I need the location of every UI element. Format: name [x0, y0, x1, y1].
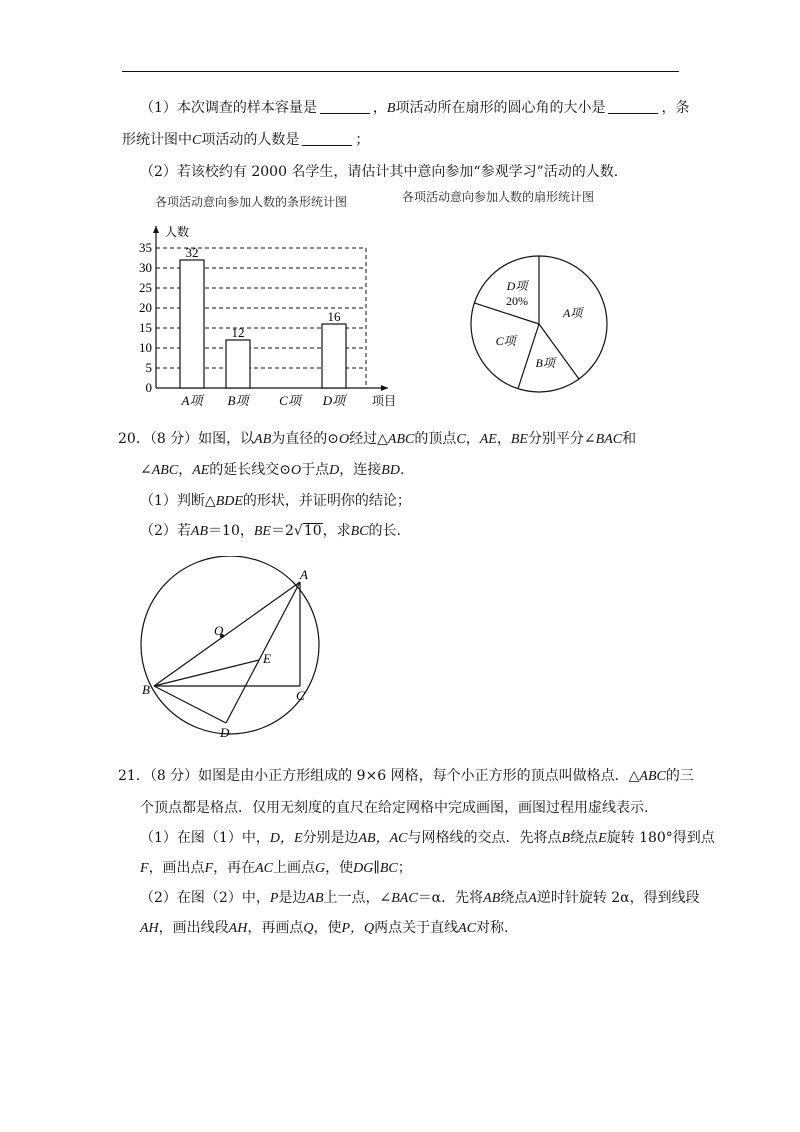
bar — [226, 340, 250, 388]
answer-blank-sample-size[interactable] — [320, 100, 370, 114]
pie-slice-label: D项 — [506, 279, 528, 294]
segment-be — [154, 660, 259, 686]
answer-blank-angle[interactable] — [608, 100, 658, 114]
x-category-label: D项 — [322, 393, 346, 408]
q20-line2: ∠ABC，AE的延长线交⊙O于点D，连接BD. — [140, 462, 405, 478]
bar — [180, 260, 204, 388]
q20-line1: 20．（8 分）如图，以AB为直径的⊙O经过△ABC的顶点C，AE，BE分别平分∠BAC和 — [118, 431, 637, 447]
pie-slice-label: B项 — [535, 355, 555, 370]
x-category-label: C项 — [279, 393, 301, 408]
y-tick-label: 0 — [145, 380, 152, 395]
y-tick-label: 25 — [139, 280, 152, 295]
y-tick-label: 10 — [139, 340, 152, 355]
q20-part2: （2）若AB＝10，BE＝2√10，求BC的长. — [140, 523, 401, 539]
bar-chart-caption: 各项活动意向参加人数的条形统计图 — [155, 195, 348, 209]
bar-data-label: 12 — [231, 325, 245, 340]
segment-bd — [154, 686, 226, 723]
q21-part1-line1: （1）在图（1）中，D，E分别是边AB，AC与网格线的交点．先将点B绕点E旋转 180°得到点 — [140, 830, 715, 846]
circle-o — [141, 556, 319, 734]
q19-part2: （2）若该校约有 2000 名学生，请估计其中意向参加“参观学习”活动的人数. — [140, 164, 619, 180]
y-axis-arrow — [153, 226, 159, 233]
label-e: E — [263, 651, 271, 666]
y-tick-label: 5 — [145, 360, 152, 375]
q21-part2-line2: AH，画出线段AH，再画点Q，使P，Q两点关于直线AC对称. — [140, 920, 509, 936]
pie-chart — [460, 244, 620, 404]
x-category-label: B项 — [227, 393, 249, 408]
bar-chart — [130, 220, 410, 420]
x-category-label: A项 — [181, 393, 203, 408]
bar — [322, 324, 346, 388]
pie-chart-caption: 各项活动意向参加人数的扇形统计图 — [402, 190, 595, 204]
y-axis-title: 人数 — [165, 225, 190, 239]
pie-slice-label: 20% — [506, 294, 529, 309]
y-tick-label: 20 — [139, 300, 152, 315]
segment-ab — [154, 582, 300, 686]
bar-data-label: 16 — [327, 309, 341, 324]
header-rule — [122, 71, 679, 72]
pie-slice-label: A项 — [562, 306, 583, 321]
q21-part1-line2: F，画出点F，再在AC上画点G，使DG∥BC； — [140, 860, 412, 876]
q19-part1-line2: 形统计图中C项活动的人数是 ； — [122, 132, 370, 148]
label-d: D — [220, 725, 230, 740]
label-b: B — [142, 682, 150, 697]
x-axis-title: 项目 — [372, 394, 397, 408]
answer-blank-c-count[interactable] — [302, 132, 352, 146]
pie-slice-label: C项 — [495, 333, 516, 348]
y-tick-label: 15 — [139, 320, 152, 335]
x-axis-arrow — [381, 385, 388, 391]
label-c: C — [296, 688, 305, 703]
label-o: O — [214, 623, 224, 638]
label-a: A — [300, 567, 308, 582]
circle-geometry-figure — [132, 556, 332, 746]
q20-part1: （1）判断△BDE的形状，并证明你的结论； — [140, 493, 411, 509]
q21-line1: 21．（8 分）如图是由小正方形组成的 9×6 网格，每个小正方形的顶点叫做格点．△ABC的三 — [118, 768, 694, 784]
q19-part1-line1: （1）本次调查的样本容量是 ，B项活动所在扇形的圆心角的大小是 ，条 — [140, 100, 690, 116]
y-tick-label: 30 — [139, 260, 152, 275]
y-tick-label: 35 — [139, 240, 152, 255]
q21-line2: 个顶点都是格点．仅用无刻度的直尺在给定网格中完成画图，画图过程用虚线表示. — [140, 800, 649, 816]
q21-part2-line1: （2）在图（2）中，P是边AB上一点，∠BAC＝α．先将AB绕点A逆时针旋转 2α，得到线段 — [140, 890, 700, 906]
bar-data-label: 32 — [185, 245, 199, 260]
